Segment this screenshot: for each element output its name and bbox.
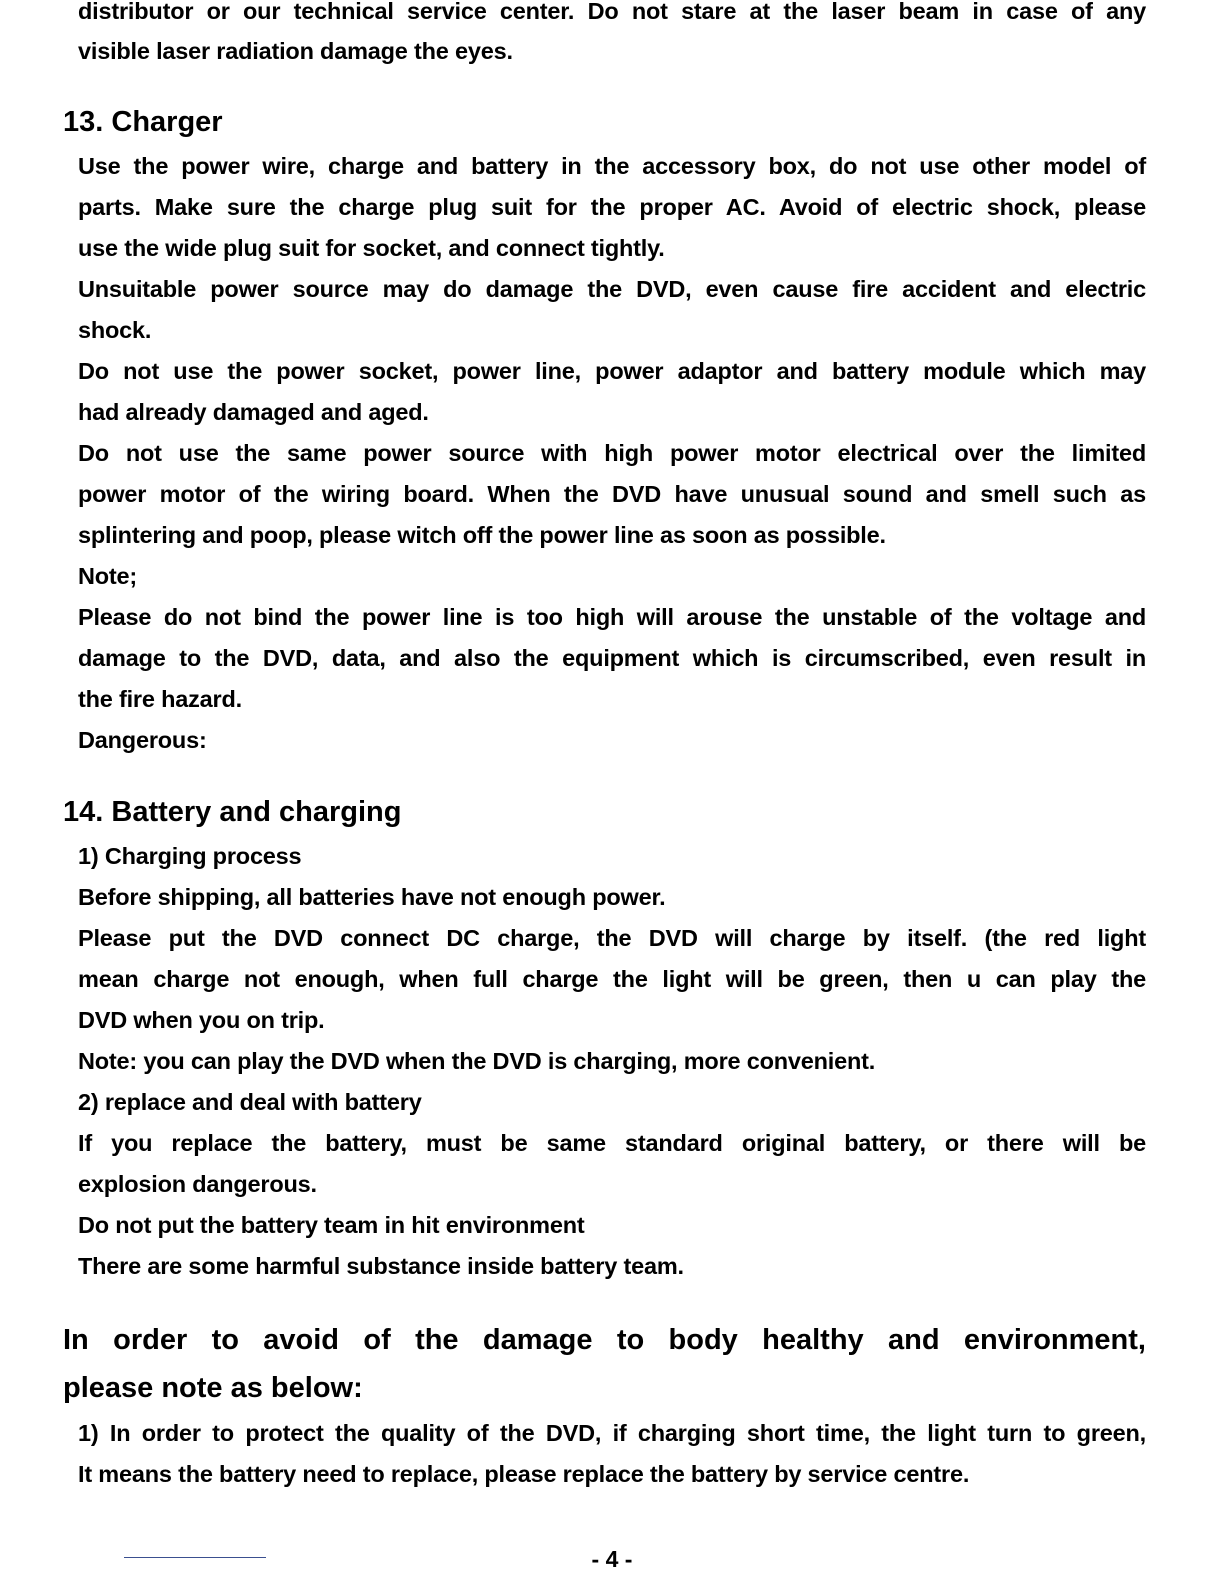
section-14-line-2: Before shipping, all batteries have not enough power. [78,884,666,910]
section-14-subheading-1: 1) Charging process [78,843,302,869]
section-13-line-3: use the wide plug suit for socket, and connect tightly. [78,235,665,261]
section-13-dangerous-label: Dangerous: [78,727,207,753]
page-number: - 4 - [591,1546,633,1572]
section-13-note-label: Note; [78,563,138,589]
intro-line-2: visible laser radiation damage the eyes. [78,38,513,64]
section-14-line-8: If you replace the battery, must be same standard original battery, or there will be [78,1130,1146,1156]
section-14-line-3: Please put the DVD connect DC charge, the DVD will charge by itself. (the red light [78,925,1146,951]
section-13-line-14: the fire hazard. [78,686,242,712]
section-13-line-6: Do not use the power socket, power line, power adaptor and battery module which may [78,358,1146,384]
section-13-line-12: Please do not bind the power line is too high will arouse the unstable of the voltage and [78,604,1146,630]
section-13-line-1: Use the power wire, charge and battery in the accessory box, do not use other model of [78,153,1146,179]
section-13-line-13: damage to the DVD, data, and also the equipment which is circumscribed, even result in [78,645,1146,671]
environment-heading-line-2: please note as below: [63,1372,363,1404]
section-13-line-2: parts. Make sure the charge plug suit for the proper AC. Avoid of electric shock, please [78,194,1146,220]
section-14-line-5: DVD when you on trip. [78,1007,325,1033]
section-13-line-4: Unsuitable power source may do damage the DVD, even cause fire accident and electric [78,276,1146,302]
section-13-line-7: had already damaged and aged. [78,399,429,425]
section-13-line-9: power motor of the wiring board. When the DVD have unusual sound and smell such as [78,481,1146,507]
section-14-heading: 14. Battery and charging [63,796,402,828]
section-13-line-8: Do not use the same power source with high power motor electrical over the limited [78,440,1146,466]
section-14-line-4: mean charge not enough, when full charge the light will be green, then u can play the [78,966,1146,992]
intro-line-1: distributor or our technical service center. Do not stare at the laser beam in case of any [78,0,1146,24]
section-14-line-9: explosion dangerous. [78,1171,317,1197]
footer-rule [124,1557,266,1558]
environment-heading-line-1: In order to avoid of the damage to body healthy and environment, [63,1324,1146,1356]
section-14-line-10: Do not put the battery team in hit environment [78,1212,585,1238]
section-13-heading: 13. Charger [63,106,223,138]
section-14-line-6: Note: you can play the DVD when the DVD is charging, more convenient. [78,1048,876,1074]
environment-line-2: It means the battery need to replace, please replace the battery by service centre. [78,1461,970,1487]
section-13-line-5: shock. [78,317,152,343]
section-14-line-11: There are some harmful substance inside battery team. [78,1253,684,1279]
environment-line-1: 1) In order to protect the quality of the DVD, if charging short time, the light turn to green, [78,1420,1146,1446]
section-14-subheading-2: 2) replace and deal with battery [78,1089,422,1115]
section-13-line-10: splintering and poop, please witch off the power line as soon as possible. [78,522,886,548]
